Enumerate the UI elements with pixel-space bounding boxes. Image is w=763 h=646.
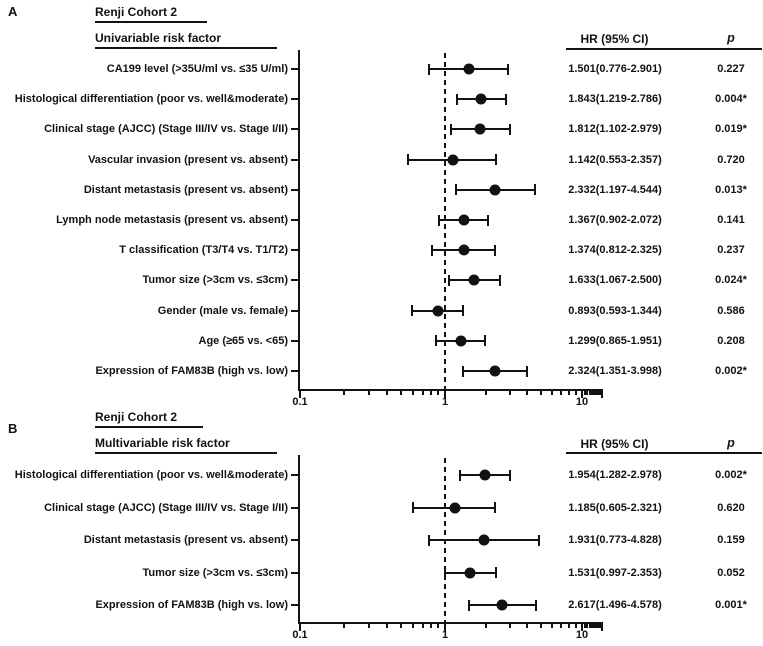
ci-cap-high — [494, 502, 496, 513]
panel-a-subtitle: Univariable risk factor — [95, 31, 222, 45]
x-axis-minor-tick — [540, 391, 542, 395]
hr-ci-value: 1.843(1.219-2.786) — [568, 93, 662, 106]
ci-cap-low — [448, 275, 450, 286]
x-axis-minor-tick — [560, 391, 562, 395]
x-axis-minor-tick — [568, 391, 570, 395]
point-estimate-dot — [458, 245, 469, 256]
ci-cap-low — [455, 184, 457, 195]
ci-cap-high — [495, 154, 497, 165]
x-axis-tick-label: 10 — [575, 629, 589, 641]
x-axis-minor-tick — [526, 624, 528, 628]
row-label: Clinical stage (AJCC) (Stage III/IV vs. Stage I/II) — [44, 123, 288, 136]
x-axis-minor-tick — [509, 391, 511, 395]
ci-cap-high — [509, 470, 511, 481]
point-estimate-dot — [490, 366, 501, 377]
x-axis-tick-label: 0.1 — [292, 629, 308, 641]
row-label: Tumor size (>3cm vs. ≤3cm) — [142, 274, 288, 287]
row-label: Histological differentiation (poor vs. well&moderate) — [14, 93, 288, 106]
y-axis-row-tick — [291, 474, 299, 476]
ci-cap-low — [431, 245, 433, 256]
ci-cap-low — [428, 64, 430, 75]
x-axis-minor-tick — [412, 624, 414, 628]
panel-a-header-rule — [566, 48, 762, 50]
point-estimate-dot — [476, 94, 487, 105]
ci-cap-high — [499, 275, 501, 286]
x-axis-minor-tick — [437, 624, 439, 628]
row-label: Expression of FAM83B (high vs. low) — [95, 365, 288, 377]
hr-ci-value: 1.633(1.067-2.500) — [568, 274, 662, 287]
x-axis-minor-tick — [551, 391, 553, 395]
panel-a-subtitle-underline — [95, 47, 277, 49]
hr-ci-value: 1.501(0.776-2.901) — [568, 63, 662, 75]
y-axis-row-tick — [291, 310, 299, 312]
y-axis-row-tick — [291, 98, 299, 100]
ci-cap-low — [459, 470, 461, 481]
row-label: Clinical stage (AJCC) (Stage III/IV vs. Stage I/II) — [44, 501, 288, 514]
point-estimate-dot — [447, 154, 458, 165]
p-value: 0.001* — [715, 599, 747, 611]
y-axis-row-tick — [291, 68, 299, 70]
x-axis-minor-tick — [526, 391, 528, 395]
row-label: Distant metastasis (present vs. absent) — [83, 183, 288, 196]
y-axis-row-tick — [291, 604, 299, 606]
panel-a-cohort-title: Renji Cohort 2 — [95, 5, 178, 19]
row-label: Distant metastasis (present vs. absent) — [83, 534, 288, 546]
panel-b-subtitle: Multivariable risk factor — [95, 436, 230, 450]
x-axis-minor-tick — [485, 391, 487, 395]
y-axis-row-tick — [291, 539, 299, 541]
y-axis-row-tick — [291, 507, 299, 509]
ci-cap-high — [505, 94, 507, 105]
y-axis-row-tick — [291, 572, 299, 574]
row-label: T classification (T3/T4 vs. T1/T2) — [119, 244, 288, 257]
row-label: CA199 level (>35U/ml vs. ≤35 U/ml) — [106, 63, 288, 75]
ci-cap-low — [411, 305, 413, 316]
x-axis-tick-label: 10 — [575, 396, 589, 408]
hr-ci-value: 2.324(1.351-3.998) — [568, 365, 662, 377]
ci-cap-high — [507, 64, 509, 75]
x-axis-minor-tick — [485, 624, 487, 628]
x-axis-tick-label: 1 — [441, 629, 449, 641]
y-axis-row-tick — [291, 249, 299, 251]
row-label: Lymph node metastasis (present vs. absent) — [56, 214, 288, 226]
y-axis-row-tick — [291, 159, 299, 161]
point-estimate-dot — [458, 215, 469, 226]
hr-ci-value: 2.617(1.496-4.578) — [568, 599, 662, 611]
panel-b-hr-ci-header: HR (95% CI) — [580, 437, 649, 451]
row-label: Gender (male vs. female) — [157, 304, 288, 317]
hr-ci-value: 1.299(0.865-1.951) — [568, 334, 662, 347]
ci-cap-high — [494, 245, 496, 256]
y-axis-row-tick — [291, 340, 299, 342]
ci-cap-low — [438, 215, 440, 226]
ci-cap-low — [468, 600, 470, 611]
point-estimate-dot — [465, 567, 476, 578]
panel-b-header-rule — [566, 452, 762, 454]
p-value: 0.002* — [715, 365, 747, 377]
hr-ci-value: 1.142(0.553-2.357) — [568, 153, 662, 166]
x-axis-minor-tick — [430, 391, 432, 395]
x-axis-minor-tick — [540, 624, 542, 628]
row-label: Age (≥65 vs. <65) — [198, 334, 288, 347]
x-axis-minor-tick — [509, 624, 511, 628]
ci-cap-high — [495, 567, 497, 578]
hr-ci-value: 1.374(0.812-2.325) — [568, 244, 662, 257]
x-axis-minor-tick — [422, 391, 424, 395]
panel-b-cohort-underline — [95, 426, 203, 428]
p-value: 0.019* — [715, 123, 747, 136]
ci-cap-low — [450, 124, 452, 135]
p-value: 0.586 — [717, 304, 745, 317]
point-estimate-dot — [469, 275, 480, 286]
hr-ci-value: 1.812(1.102-2.979) — [568, 123, 662, 136]
point-estimate-dot — [479, 535, 490, 546]
x-axis-minor-tick — [430, 624, 432, 628]
point-estimate-dot — [450, 502, 461, 513]
p-value: 0.237 — [717, 244, 745, 257]
x-axis-minor-tick — [551, 624, 553, 628]
x-axis-minor-tick — [575, 624, 577, 628]
hr-ci-value: 1.185(0.605-2.321) — [568, 501, 662, 514]
x-axis-minor-tick — [412, 391, 414, 395]
panel-b-cohort-title: Renji Cohort 2 — [95, 410, 178, 424]
y-axis-row-tick — [291, 219, 299, 221]
x-axis-minor-tick — [368, 624, 370, 628]
panel-b-label: B — [8, 421, 18, 436]
hr-ci-value: 1.531(0.997-2.353) — [568, 566, 662, 579]
p-value: 0.004* — [715, 93, 747, 106]
row-label: Tumor size (>3cm vs. ≤3cm) — [142, 566, 288, 579]
p-value: 0.002* — [715, 469, 747, 481]
x-axis-minor-tick — [400, 624, 402, 628]
point-estimate-dot — [479, 470, 490, 481]
point-estimate-dot — [464, 64, 475, 75]
panel-a-hr-ci-header: HR (95% CI) — [580, 32, 649, 46]
ci-cap-low — [428, 535, 430, 546]
ci-cap-low — [456, 94, 458, 105]
hr-ci-value: 2.332(1.197-4.544) — [568, 183, 662, 196]
x-axis-minor-tick — [343, 391, 345, 395]
ci-cap-low — [412, 502, 414, 513]
point-estimate-dot — [455, 335, 466, 346]
x-axis-minor-tick — [600, 391, 602, 395]
x-axis-minor-tick — [343, 624, 345, 628]
hr-ci-value: 1.931(0.773-4.828) — [568, 534, 662, 546]
hr-ci-value: 1.954(1.282-2.978) — [568, 469, 662, 481]
x-axis-tick-label: 1 — [441, 396, 449, 408]
row-label: Expression of FAM83B (high vs. low) — [95, 599, 288, 611]
y-axis-row-tick — [291, 189, 299, 191]
panel-a-p-header: p — [727, 31, 735, 45]
panel-a-cohort-underline — [95, 21, 207, 23]
x-axis-minor-tick — [600, 624, 602, 628]
y-axis-row-tick — [291, 279, 299, 281]
p-value: 0.013* — [715, 183, 747, 196]
panel-a-label: A — [8, 4, 18, 19]
ci-cap-high — [509, 124, 511, 135]
x-axis-minor-tick — [560, 624, 562, 628]
p-value: 0.024* — [715, 274, 747, 287]
hr-ci-value: 1.367(0.902-2.072) — [568, 214, 662, 226]
ci-cap-high — [484, 335, 486, 346]
row-label: Vascular invasion (present vs. absent) — [88, 153, 288, 166]
p-value: 0.141 — [717, 214, 745, 226]
p-value: 0.208 — [717, 334, 745, 347]
p-value: 0.227 — [717, 63, 745, 75]
point-estimate-dot — [432, 305, 443, 316]
p-value: 0.052 — [717, 566, 745, 579]
x-axis-minor-tick — [422, 624, 424, 628]
p-value: 0.159 — [717, 534, 745, 546]
p-value: 0.720 — [717, 153, 745, 166]
panel-b-p-header: p — [727, 436, 735, 450]
x-axis-minor-tick — [400, 391, 402, 395]
x-axis-minor-tick — [386, 624, 388, 628]
ci-cap-low — [462, 366, 464, 377]
x-axis-minor-tick — [437, 391, 439, 395]
x-axis-minor-tick — [368, 391, 370, 395]
panel-b-subtitle-underline — [95, 452, 277, 454]
x-axis-minor-tick — [568, 624, 570, 628]
y-axis-row-tick — [291, 128, 299, 130]
point-estimate-dot — [490, 184, 501, 195]
ci-cap-low — [435, 335, 437, 346]
row-label: Histological differentiation (poor vs. well&moderate) — [14, 469, 288, 481]
x-axis-minor-tick — [575, 391, 577, 395]
ci-cap-low — [407, 154, 409, 165]
p-value: 0.620 — [717, 501, 745, 514]
point-estimate-dot — [497, 600, 508, 611]
ci-cap-low — [444, 567, 446, 578]
hr-ci-value: 0.893(0.593-1.344) — [568, 304, 662, 317]
ci-cap-high — [462, 305, 464, 316]
y-axis-row-tick — [291, 370, 299, 372]
x-axis-tick-label: 0.1 — [292, 396, 308, 408]
ci-cap-high — [487, 215, 489, 226]
x-axis-minor-tick — [386, 391, 388, 395]
ci-cap-high — [526, 366, 528, 377]
point-estimate-dot — [475, 124, 486, 135]
